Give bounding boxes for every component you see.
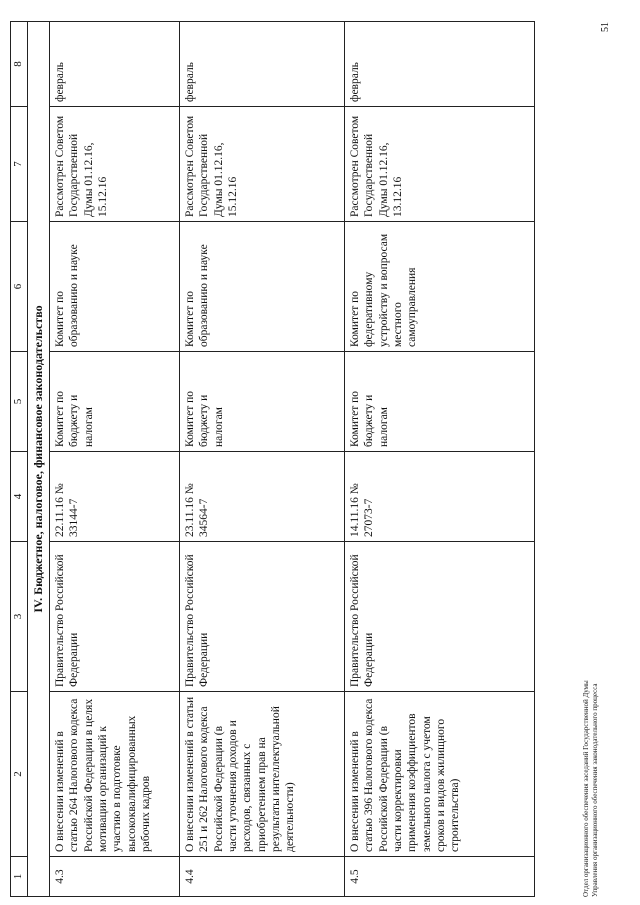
column-header: 1 — [11, 857, 28, 897]
table-row — [49, 22, 179, 897]
section-title: IV. Бюджетное, налоговое, финансовое законодательство — [27, 22, 49, 897]
co-executor-committee: Комитет по образованию и науке — [49, 222, 179, 352]
row-number: 4.4 — [179, 857, 344, 897]
table-row — [344, 22, 534, 897]
column-number-row — [11, 22, 28, 897]
column-header: 5 — [11, 352, 28, 452]
bill-term: февраль — [344, 22, 534, 107]
row-number: 4.3 — [49, 857, 179, 897]
column-header: 8 — [11, 22, 28, 107]
bill-title: О внесении изменений в статью 396 Налогового кодекса Российской Федерации (в части корректировки применения коэффициентов земельного налога с учетом сроков и видов жилищного строительства) — [344, 692, 534, 857]
bill-date-number: 23.11.16 № 34564-7 — [179, 452, 344, 542]
bill-author: Правительство Российской Федерации — [49, 542, 179, 692]
bill-term: февраль — [49, 22, 179, 107]
column-header: 3 — [11, 542, 28, 692]
column-header: 2 — [11, 692, 28, 857]
page-number: 51 — [600, 22, 611, 32]
bill-status: Рассмотрен Советом Государственной Думы 01.12.16, 15.12.16 — [179, 107, 344, 222]
column-header: 7 — [11, 107, 28, 222]
bill-term: февраль — [179, 22, 344, 107]
bill-status: Рассмотрен Советом Государственной Думы 01.12.16, 13.12.16 — [344, 107, 534, 222]
footer-note — [582, 680, 600, 897]
row-number: 4.5 — [344, 857, 534, 897]
bill-title: О внесении изменений в статью 264 Налогового кодекса Российской Федерации в целях мотивации организаций к участию в подготовке высококвалифицированных рабочих кадров — [49, 692, 179, 857]
footer-line: Управления организационного обеспечения законодательного процесса — [591, 683, 600, 897]
responsible-committee: Комитет по бюджету и налогам — [179, 352, 344, 452]
table-row — [179, 22, 344, 897]
column-header: 4 — [11, 452, 28, 542]
bill-date-number: 14.11.16 № 27073-7 — [344, 452, 534, 542]
section-row — [27, 22, 49, 897]
bills-table — [10, 21, 535, 897]
responsible-committee: Комитет по бюджету и налогам — [49, 352, 179, 452]
column-header: 6 — [11, 222, 28, 352]
co-executor-committee: Комитет по федеративному устройству и вопросам местного самоуправления — [344, 222, 534, 352]
bill-author: Правительство Российской Федерации — [344, 542, 534, 692]
bill-status: Рассмотрен Советом Государственной Думы 01.12.16, 15.12.16 — [49, 107, 179, 222]
responsible-committee: Комитет по бюджету и налогам — [344, 352, 534, 452]
co-executor-committee: Комитет по образованию и науке — [179, 222, 344, 352]
footer-line: Отдел организационного обеспечения заседаний Государственной Думы — [582, 680, 590, 897]
bill-date-number: 22.11.16 № 33144-7 — [49, 452, 179, 542]
bill-author: Правительство Российской Федерации — [179, 542, 344, 692]
bill-title: О внесении изменений в статьи 251 и 262 Налогового кодекса Российской Федерации (в части уточнения доходов и расходов, связанных с приобретением прав на результаты интеллектуальной деятельности) — [179, 692, 344, 857]
